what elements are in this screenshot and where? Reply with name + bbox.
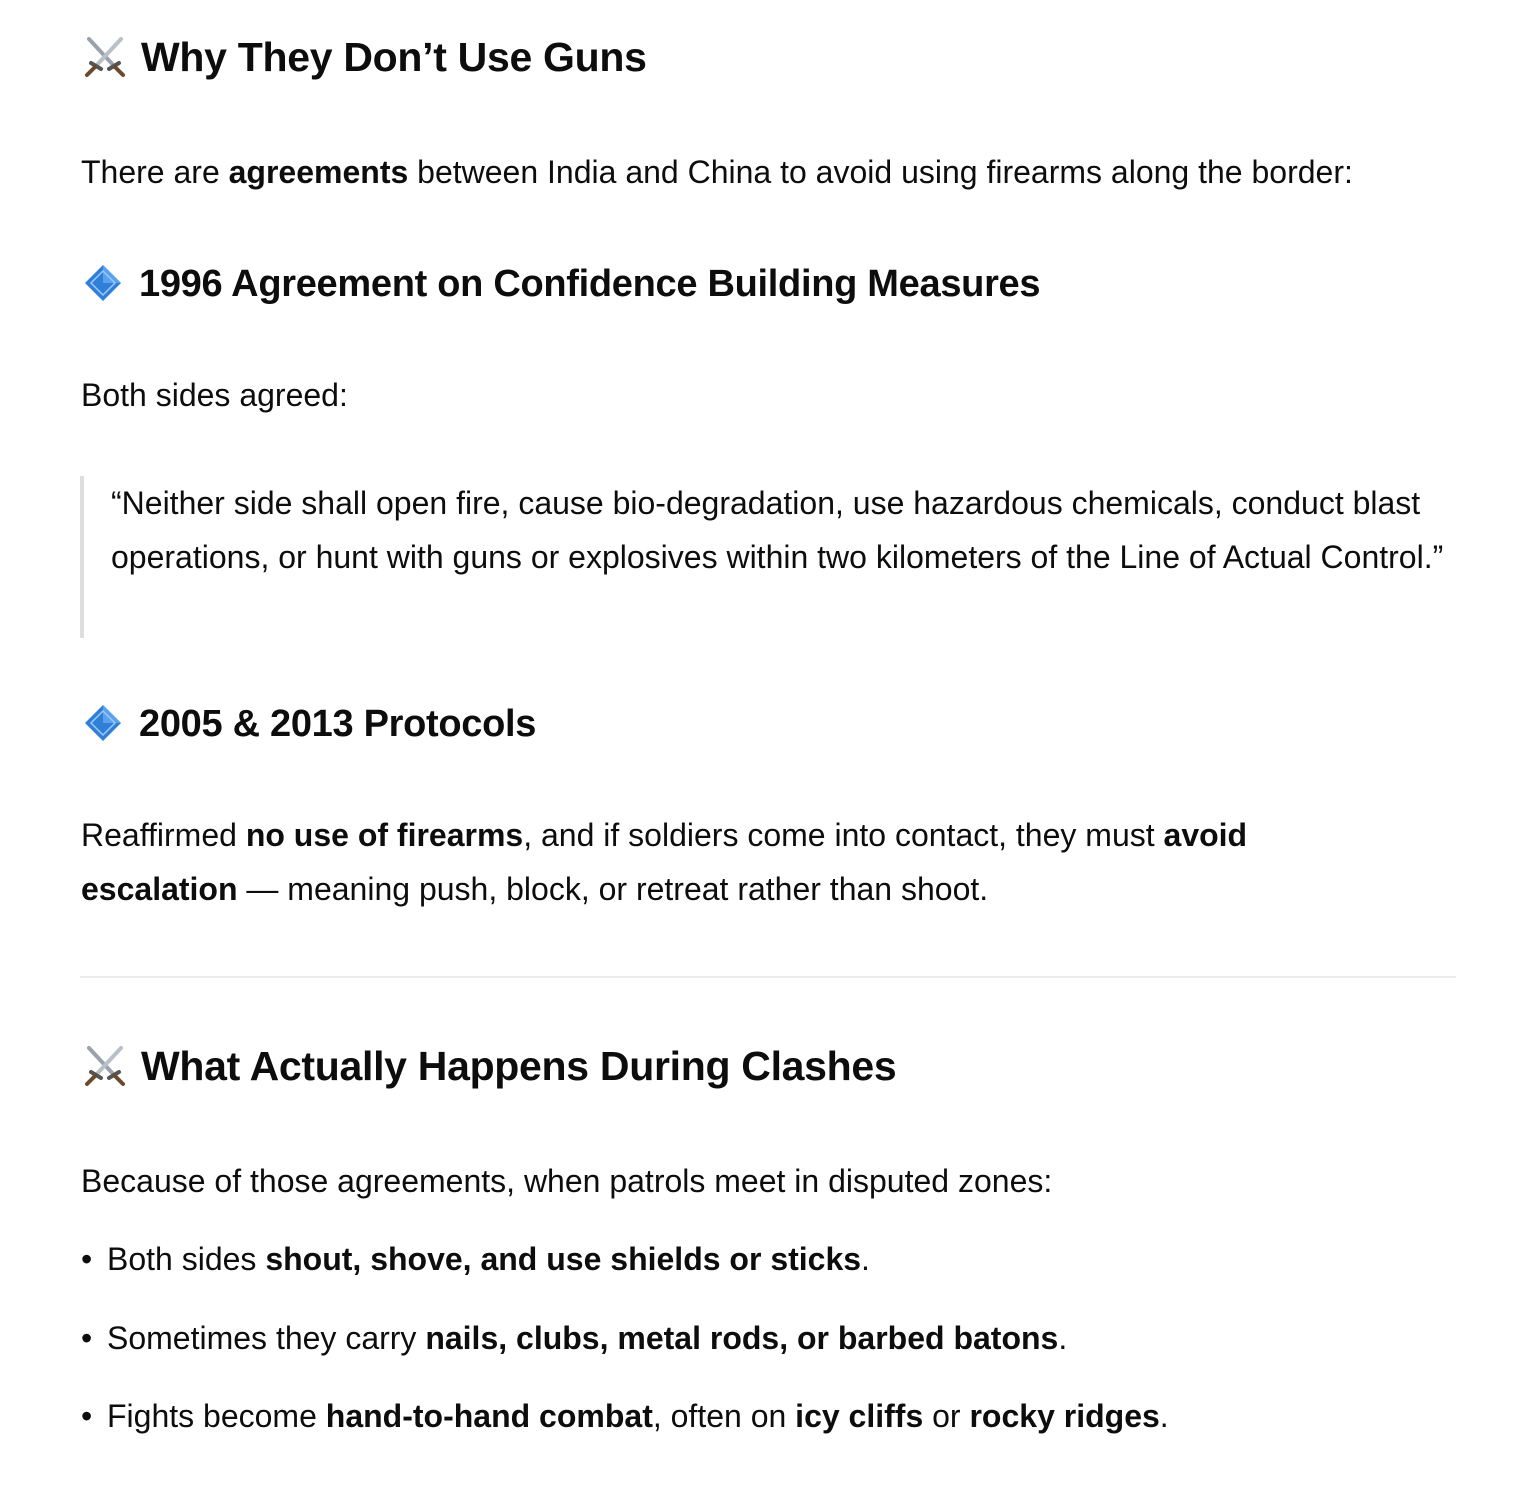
text-run: Sometimes they carry [107,1320,426,1356]
bold-run: hand-to-hand combat [325,1398,653,1434]
bold-run: rocky ridges [969,1398,1160,1434]
quote-text: “Neither side shall open fire, cause bio-degradation, use hazardous chemicals, conduct blast operations, or hunt with guns or explosives within two kilometers of the Line of Actual Control.” [111,485,1444,575]
list-item [81,1311,1067,1365]
bold-run: no use of firearms [245,817,524,853]
agreement-lead: Both sides agreed: [81,377,348,413]
text-run: . [861,1241,870,1277]
intro-paragraph [81,145,1353,199]
section-heading-why-no-guns [81,32,647,84]
text-run: Reaffirmed [81,817,246,853]
crossed-swords-icon [81,1042,129,1090]
bold-run: icy cliffs [795,1398,924,1434]
protocols-paragraph-line-1 [81,808,1247,862]
bullet-marker: • [81,1320,93,1356]
section-divider [80,976,1456,978]
bold-run: shout, shove, and use shields or sticks [265,1241,862,1277]
subheading-protocols [81,701,536,748]
text-run: There are [81,154,229,190]
subheading-text: 1996 Agreement on Confidence Building Measures [139,263,1041,305]
text-run: Fights become [107,1398,326,1434]
subheading-1996-agreement [81,261,1040,308]
list-item [81,1232,870,1286]
section-heading-text: What Actually Happens During Clashes [141,1043,897,1089]
bullet-marker: • [81,1241,93,1277]
text-run: . [1058,1320,1068,1356]
agreement-blockquote [80,476,1456,638]
text-run: . [1159,1398,1169,1434]
bullet-marker: • [81,1398,93,1434]
bold-run: escalation [81,871,238,907]
protocols-paragraph-line-2 [81,862,988,916]
clashes-intro: Because of those agreements, when patrols meet in disputed zones: [81,1163,1053,1199]
bold-run: nails, clubs, metal rods, or barbed batons [425,1320,1059,1356]
bold-run: agreements [228,154,409,190]
text-run: Both sides [107,1241,266,1277]
blue-diamond-icon [81,261,125,305]
text-run: , and if soldiers come into contact, they must [523,817,1164,853]
text-run: — meaning push, block, or retreat rather than shoot. [237,871,989,907]
subheading-text: 2005 & 2013 Protocols [139,703,537,745]
list-item [81,1389,1169,1443]
text-run: , often on [652,1398,796,1434]
text-run: between India and China to avoid using firearms along the border: [408,154,1353,190]
blue-diamond-icon [81,701,125,745]
section-heading-text: Why They Don’t Use Guns [141,34,647,80]
section-heading-clashes [81,1041,896,1093]
bold-run: avoid [1163,817,1248,853]
crossed-swords-icon [81,33,129,81]
text-run: or [923,1398,970,1434]
